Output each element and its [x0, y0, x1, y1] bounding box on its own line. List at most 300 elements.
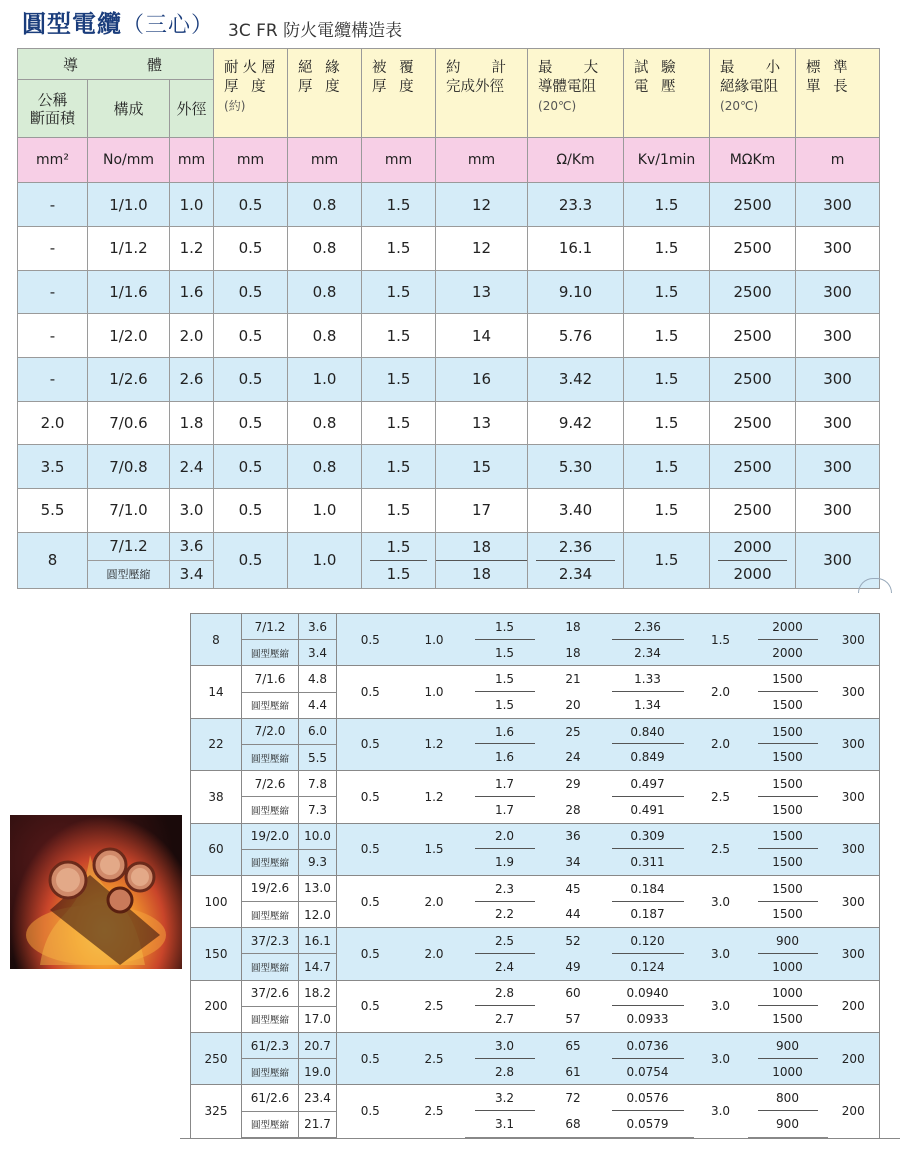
cell-res-top: 0.0736: [602, 1033, 694, 1059]
cell-ins: 1.0: [288, 489, 362, 533]
table-row: [191, 640, 880, 666]
cell-dia: 17: [436, 489, 528, 533]
cell-struct: 圓型壓縮: [88, 560, 170, 588]
cell-sheath: 1.5: [362, 445, 436, 489]
cell-len: 300: [796, 183, 880, 227]
cell-ir-bot: 2000: [748, 640, 828, 666]
table-row: [18, 489, 880, 533]
cell-sheath-pair: [362, 532, 436, 588]
cell-struct: 7/2.0: [242, 718, 299, 744]
cell-res: 23.3: [528, 183, 624, 227]
table-row: [191, 1111, 880, 1137]
cell-od: 19.0: [299, 1059, 337, 1085]
cell-res-top: 0.840: [602, 718, 694, 744]
cell-dia: 16: [436, 358, 528, 402]
divider-line: [718, 560, 787, 561]
cell-res-bot: 0.311: [602, 849, 694, 875]
cell-sheath-bot: 1.5: [465, 640, 545, 666]
cell-od: 18.2: [299, 980, 337, 1006]
cell-len: 300: [828, 875, 880, 927]
cell-sheath-top: 2.0: [465, 823, 545, 849]
cell-ir-bot: 1500: [748, 902, 828, 928]
table-row: [18, 445, 880, 489]
unit-cell: mm: [288, 138, 362, 183]
cell-fire: 0.5: [337, 1085, 404, 1138]
col-header-diameter: 約 計 完成外徑: [436, 49, 528, 138]
cell-od: 1.0: [170, 183, 214, 227]
cell-sheath-top: 2.8: [465, 980, 545, 1006]
cell-od: 9.3: [299, 849, 337, 875]
cell-od: 2.6: [170, 358, 214, 402]
cell-od: 20.7: [299, 1033, 337, 1059]
cell-volt: 3.0: [694, 980, 748, 1032]
cell-volt: 3.0: [694, 1085, 748, 1138]
cell-res-bot: 0.0754: [602, 1059, 694, 1085]
cell-struct: 圓型壓縮: [242, 1006, 299, 1032]
cell-fire: 0.5: [214, 227, 288, 271]
table-row: [191, 954, 880, 980]
cell-sheath-bot: 2.2: [465, 902, 545, 928]
cell-ins: 1.5: [404, 823, 465, 875]
cell-res-bot: 2.34: [558, 565, 593, 584]
cell-area: -: [18, 270, 88, 314]
cell-dia-bot: 20: [545, 692, 602, 718]
cell-ir-bot: 1500: [748, 849, 828, 875]
divider-line: [436, 560, 527, 561]
cell-len: 300: [796, 227, 880, 271]
unit-cell: mm: [170, 138, 214, 183]
cell-sheath-top: 2.5: [465, 928, 545, 954]
cell-ir: 2500: [710, 401, 796, 445]
cell-struct: 61/2.6: [242, 1085, 299, 1111]
cell-res-bot: 0.491: [602, 797, 694, 823]
cell-dia: 14: [436, 314, 528, 358]
cell-volt: 3.0: [694, 1033, 748, 1085]
col-header-struct: 構成: [88, 80, 170, 138]
cell-len: 300: [828, 666, 880, 718]
conductor-group-header: 導 體: [18, 49, 214, 80]
cell-ir-top: 2000: [748, 614, 828, 640]
cell-res-top: 2.36: [602, 614, 694, 640]
cell-ir-bot: 2000: [733, 565, 772, 584]
cell-len: 300: [796, 270, 880, 314]
cell-volt: 1.5: [624, 401, 710, 445]
cell-len: 300: [796, 489, 880, 533]
cell-area: 200: [191, 980, 242, 1032]
cell-struct: 1/1.0: [88, 183, 170, 227]
cell-sheath: 1.5: [362, 183, 436, 227]
unit-cell: mm: [436, 138, 528, 183]
cell-fire: 0.5: [337, 928, 404, 980]
cell-area: 2.0: [18, 401, 88, 445]
cell-volt: 2.5: [694, 823, 748, 875]
cell-res-top: 0.0940: [602, 980, 694, 1006]
cell-fire: 0.5: [214, 489, 288, 533]
cell-res-pair: [528, 532, 624, 588]
col-header-sheath: 被 覆 厚 度: [362, 49, 436, 138]
cell-fire: 0.5: [214, 183, 288, 227]
cell-volt: 1.5: [624, 314, 710, 358]
cell-od: 21.7: [299, 1111, 337, 1137]
cell-dia-bot: 68: [545, 1111, 602, 1137]
cell-fire: 0.5: [214, 358, 288, 402]
cell-sheath-top: 1.5: [386, 537, 411, 556]
cell-ins: 2.0: [404, 928, 465, 980]
cell-dia-top: 18: [545, 614, 602, 640]
cell-area: 8: [191, 614, 242, 666]
cell-sheath: 1.5: [362, 227, 436, 271]
cell-fire: 0.5: [214, 532, 288, 588]
table-row: [191, 771, 880, 797]
cell-dia-bot: 61: [545, 1059, 602, 1085]
cell-dia-bot: 57: [545, 1006, 602, 1032]
cell-area: -: [18, 183, 88, 227]
cell-dia: 12: [436, 183, 528, 227]
cell-od: 3.6: [170, 532, 214, 560]
cell-ir-top: 1500: [748, 666, 828, 692]
table-row: [191, 1059, 880, 1085]
cell-volt: 1.5: [624, 183, 710, 227]
cell-ins: 0.8: [288, 314, 362, 358]
cell-ins: 0.8: [288, 445, 362, 489]
spec-table-bottom: [190, 613, 880, 1138]
cell-struct: 37/2.6: [242, 980, 299, 1006]
cell-len: 300: [828, 614, 880, 666]
cell-od: 10.0: [299, 823, 337, 849]
cell-ir-bot: 1000: [748, 1059, 828, 1085]
cell-len: 200: [828, 980, 880, 1032]
cell-struct: 7/2.6: [242, 771, 299, 797]
cell-ir: 2500: [710, 227, 796, 271]
cell-ir-top: 1500: [748, 823, 828, 849]
cell-od: 23.4: [299, 1085, 337, 1111]
cell-res: 5.30: [528, 445, 624, 489]
cell-ir: 2500: [710, 270, 796, 314]
divider-line: [536, 560, 615, 561]
cell-od: 12.0: [299, 902, 337, 928]
divider-line: [180, 1138, 900, 1139]
unit-cell: MΩKm: [710, 138, 796, 183]
cell-volt: 1.5: [624, 445, 710, 489]
cell-od: 2.0: [170, 314, 214, 358]
table-row: [191, 875, 880, 901]
cell-ir: 2500: [710, 489, 796, 533]
cell-fire: 0.5: [337, 980, 404, 1032]
table-row: [18, 314, 880, 358]
cell-od: 13.0: [299, 875, 337, 901]
col-header-voltage: 試 驗 電 壓: [624, 49, 710, 138]
cell-ir-top: 1500: [748, 771, 828, 797]
table-row: [191, 902, 880, 928]
cell-dia-bot: 34: [545, 849, 602, 875]
cell-ins: 1.2: [404, 771, 465, 823]
cell-area: 5.5: [18, 489, 88, 533]
cell-len: 300: [828, 771, 880, 823]
cell-fire: 0.5: [337, 718, 404, 770]
cell-res-bot: 0.187: [602, 902, 694, 928]
cell-ir-top: 2000: [733, 537, 772, 556]
divider-line: [370, 560, 427, 561]
cell-dia: 12: [436, 227, 528, 271]
cell-dia-top: 45: [545, 875, 602, 901]
cell-ir: 2500: [710, 358, 796, 402]
cell-res-bot: 0.124: [602, 954, 694, 980]
table-row: [191, 744, 880, 770]
cell-struct: 7/0.8: [88, 445, 170, 489]
cell-area: 150: [191, 928, 242, 980]
cell-volt: 1.5: [624, 358, 710, 402]
cell-dia-top: 60: [545, 980, 602, 1006]
cell-od: 17.0: [299, 1006, 337, 1032]
cell-dia-bot: 24: [545, 744, 602, 770]
cell-ir: 2500: [710, 445, 796, 489]
cell-sheath-bot: 2.7: [465, 1006, 545, 1032]
table-row: [18, 358, 880, 402]
cell-ir-bot: 1500: [748, 692, 828, 718]
cell-fire: 0.5: [337, 1033, 404, 1085]
cell-len: 300: [796, 358, 880, 402]
cell-ins: 1.0: [288, 532, 362, 588]
cell-dia-bot: 18: [545, 640, 602, 666]
cell-struct: 圓型壓縮: [242, 797, 299, 823]
cell-ir-top: 1000: [748, 980, 828, 1006]
cell-res-top: 0.0576: [602, 1085, 694, 1111]
table-row: [191, 928, 880, 954]
cell-struct: 37/2.3: [242, 928, 299, 954]
table-row: [18, 183, 880, 227]
cell-res-bot: 2.34: [602, 640, 694, 666]
cell-od: 3.4: [299, 640, 337, 666]
cell-dia: 13: [436, 270, 528, 314]
cell-sheath: 1.5: [362, 270, 436, 314]
cell-struct: 1/2.6: [88, 358, 170, 402]
title-paren: （三心）: [122, 13, 215, 38]
spec-table-top: [17, 48, 880, 589]
col-header-resistance: 最 大 導體電阻 (20℃): [528, 49, 624, 138]
table-row: [191, 1085, 880, 1111]
cell-ins: 0.8: [288, 183, 362, 227]
cell-struct: 7/1.2: [88, 532, 170, 560]
cell-len: 200: [828, 1033, 880, 1085]
cell-sheath-top: 1.6: [465, 718, 545, 744]
cell-dia-top: 25: [545, 718, 602, 744]
cell-ir-top: 900: [748, 928, 828, 954]
cell-struct: 圓型壓縮: [242, 744, 299, 770]
cell-res-bot: 0.849: [602, 744, 694, 770]
cell-struct: 19/2.0: [242, 823, 299, 849]
cell-struct: 19/2.6: [242, 875, 299, 901]
cell-dia-bot: 28: [545, 797, 602, 823]
cell-od: 2.4: [170, 445, 214, 489]
cell-len: 300: [796, 314, 880, 358]
page-title: [22, 4, 214, 39]
cell-res-bot: 0.0579: [602, 1111, 694, 1137]
cell-dia-top: 52: [545, 928, 602, 954]
cell-sheath: 1.5: [362, 401, 436, 445]
cell-area: -: [18, 227, 88, 271]
cell-res: 3.40: [528, 489, 624, 533]
cell-area: 8: [18, 532, 88, 588]
cell-dia-bot: 18: [471, 565, 492, 584]
cell-area: 14: [191, 666, 242, 718]
cell-ins: 0.8: [288, 401, 362, 445]
cell-sheath-top: 3.0: [465, 1033, 545, 1059]
unit-cell: Ω/Km: [528, 138, 624, 183]
table-row: [191, 980, 880, 1006]
cell-ir-bot: 1500: [748, 797, 828, 823]
table-row: [191, 823, 880, 849]
cell-dia-top: 65: [545, 1033, 602, 1059]
cell-od: 3.6: [299, 614, 337, 640]
cell-ins: 1.0: [404, 666, 465, 718]
cell-volt: 1.5: [624, 532, 710, 588]
cell-area: -: [18, 358, 88, 402]
cell-res: 16.1: [528, 227, 624, 271]
cell-area: 60: [191, 823, 242, 875]
cell-struct: 7/0.6: [88, 401, 170, 445]
cell-res-top: 2.36: [558, 537, 593, 556]
cell-ir-top: 1500: [748, 718, 828, 744]
col-header-area: 公稱 斷面積: [18, 80, 88, 138]
cell-res-bot: 1.34: [602, 692, 694, 718]
col-header-od: 外徑: [170, 80, 214, 138]
cell-len: 300: [828, 718, 880, 770]
cell-struct: 1/2.0: [88, 314, 170, 358]
table-row: [18, 401, 880, 445]
cell-sheath-top: 2.3: [465, 875, 545, 901]
cell-sheath-bot: 1.9: [465, 849, 545, 875]
cell-fire: 0.5: [337, 666, 404, 718]
cell-area: 250: [191, 1033, 242, 1085]
cell-od: 1.2: [170, 227, 214, 271]
cell-res: 5.76: [528, 314, 624, 358]
cell-sheath-bot: 1.5: [386, 565, 411, 584]
cell-ins: 0.8: [288, 227, 362, 271]
cell-volt: 3.0: [694, 875, 748, 927]
cell-res-top: 0.120: [602, 928, 694, 954]
cell-ins: 2.5: [404, 980, 465, 1032]
cell-dia-top: 36: [545, 823, 602, 849]
cell-od: 4.8: [299, 666, 337, 692]
unit-cell: m: [796, 138, 880, 183]
cell-ir-top: 900: [748, 1033, 828, 1059]
fire-cable-photo: [10, 815, 182, 969]
table-row: [18, 532, 880, 560]
col-header-insulation-resistance: 最 小 絕緣電阻 (20℃): [710, 49, 796, 138]
cell-area: 100: [191, 875, 242, 927]
cell-od: 1.8: [170, 401, 214, 445]
cell-struct: 圓型壓縮: [242, 692, 299, 718]
cell-struct: 7/1.6: [242, 666, 299, 692]
cell-area: 3.5: [18, 445, 88, 489]
cell-volt: 1.5: [624, 227, 710, 271]
cell-dia: 15: [436, 445, 528, 489]
cell-struct: 圓型壓縮: [242, 849, 299, 875]
cell-volt: 2.5: [694, 771, 748, 823]
cell-ins: 2.5: [404, 1033, 465, 1085]
cell-sheath: 1.5: [362, 489, 436, 533]
cell-struct: 圓型壓縮: [242, 1111, 299, 1137]
col-header-insulation: 絕 緣 厚 度: [288, 49, 362, 138]
cell-ir-bot: 900: [748, 1111, 828, 1137]
table-row: [191, 666, 880, 692]
cell-area: 38: [191, 771, 242, 823]
cell-od: 1.6: [170, 270, 214, 314]
cell-ir: 2500: [710, 314, 796, 358]
cell-volt: 2.0: [694, 718, 748, 770]
cell-struct: 圓型壓縮: [242, 1059, 299, 1085]
cell-ins: 1.0: [288, 358, 362, 402]
cell-area: 325: [191, 1085, 242, 1138]
cell-volt: 1.5: [624, 489, 710, 533]
cell-fire: 0.5: [337, 771, 404, 823]
cell-area: -: [18, 314, 88, 358]
cell-ir-top: 800: [748, 1085, 828, 1111]
cell-volt: 1.5: [694, 614, 748, 666]
cell-res: 9.10: [528, 270, 624, 314]
table-row: [191, 797, 880, 823]
cell-fire: 0.5: [337, 614, 404, 666]
cell-ir-bot: 1500: [748, 1006, 828, 1032]
table-row: [191, 849, 880, 875]
cell-fire: 0.5: [214, 314, 288, 358]
cell-len: 300: [796, 445, 880, 489]
cell-dia-top: 18: [471, 537, 492, 556]
cell-ir-pair: [710, 532, 796, 588]
cell-od: 14.7: [299, 954, 337, 980]
cell-struct: 圓型壓縮: [242, 640, 299, 666]
cell-od: 5.5: [299, 744, 337, 770]
cell-area: 22: [191, 718, 242, 770]
cell-dia-top: 29: [545, 771, 602, 797]
cell-fire: 0.5: [214, 270, 288, 314]
unit-cell: mm²: [18, 138, 88, 183]
scroll-widget[interactable]: [858, 578, 892, 593]
table-row: [191, 1006, 880, 1032]
cell-volt: 3.0: [694, 928, 748, 980]
cell-fire: 0.5: [214, 445, 288, 489]
table-row: [191, 718, 880, 744]
cell-sheath-bot: 2.8: [465, 1059, 545, 1085]
cell-dia-top: 21: [545, 666, 602, 692]
cell-dia-bot: 49: [545, 954, 602, 980]
cell-dia-top: 72: [545, 1085, 602, 1111]
cell-ir: 2500: [710, 183, 796, 227]
table-row: [191, 692, 880, 718]
cell-struct: 7/1.0: [88, 489, 170, 533]
cell-res-top: 0.184: [602, 875, 694, 901]
cell-struct: 圓型壓縮: [242, 902, 299, 928]
cell-res: 3.42: [528, 358, 624, 402]
cell-sheath-top: 3.2: [465, 1085, 545, 1111]
cell-res: 9.42: [528, 401, 624, 445]
cell-sheath-bot: 3.1: [465, 1111, 545, 1137]
table-row: [191, 614, 880, 640]
col-header-length: 標 準 單 長: [796, 49, 880, 138]
cell-dia: 13: [436, 401, 528, 445]
cell-sheath-bot: 1.6: [465, 744, 545, 770]
cell-len: 300: [828, 928, 880, 980]
cell-struct: 7/1.2: [242, 614, 299, 640]
cell-res-top: 0.497: [602, 771, 694, 797]
cell-sheath-bot: 1.7: [465, 797, 545, 823]
cell-ins: 0.8: [288, 270, 362, 314]
cell-od: 3.4: [170, 560, 214, 588]
unit-cell: mm: [362, 138, 436, 183]
cell-ins: 1.0: [404, 614, 465, 666]
cell-dia-bot: 44: [545, 902, 602, 928]
cell-dia-pair: [436, 532, 528, 588]
